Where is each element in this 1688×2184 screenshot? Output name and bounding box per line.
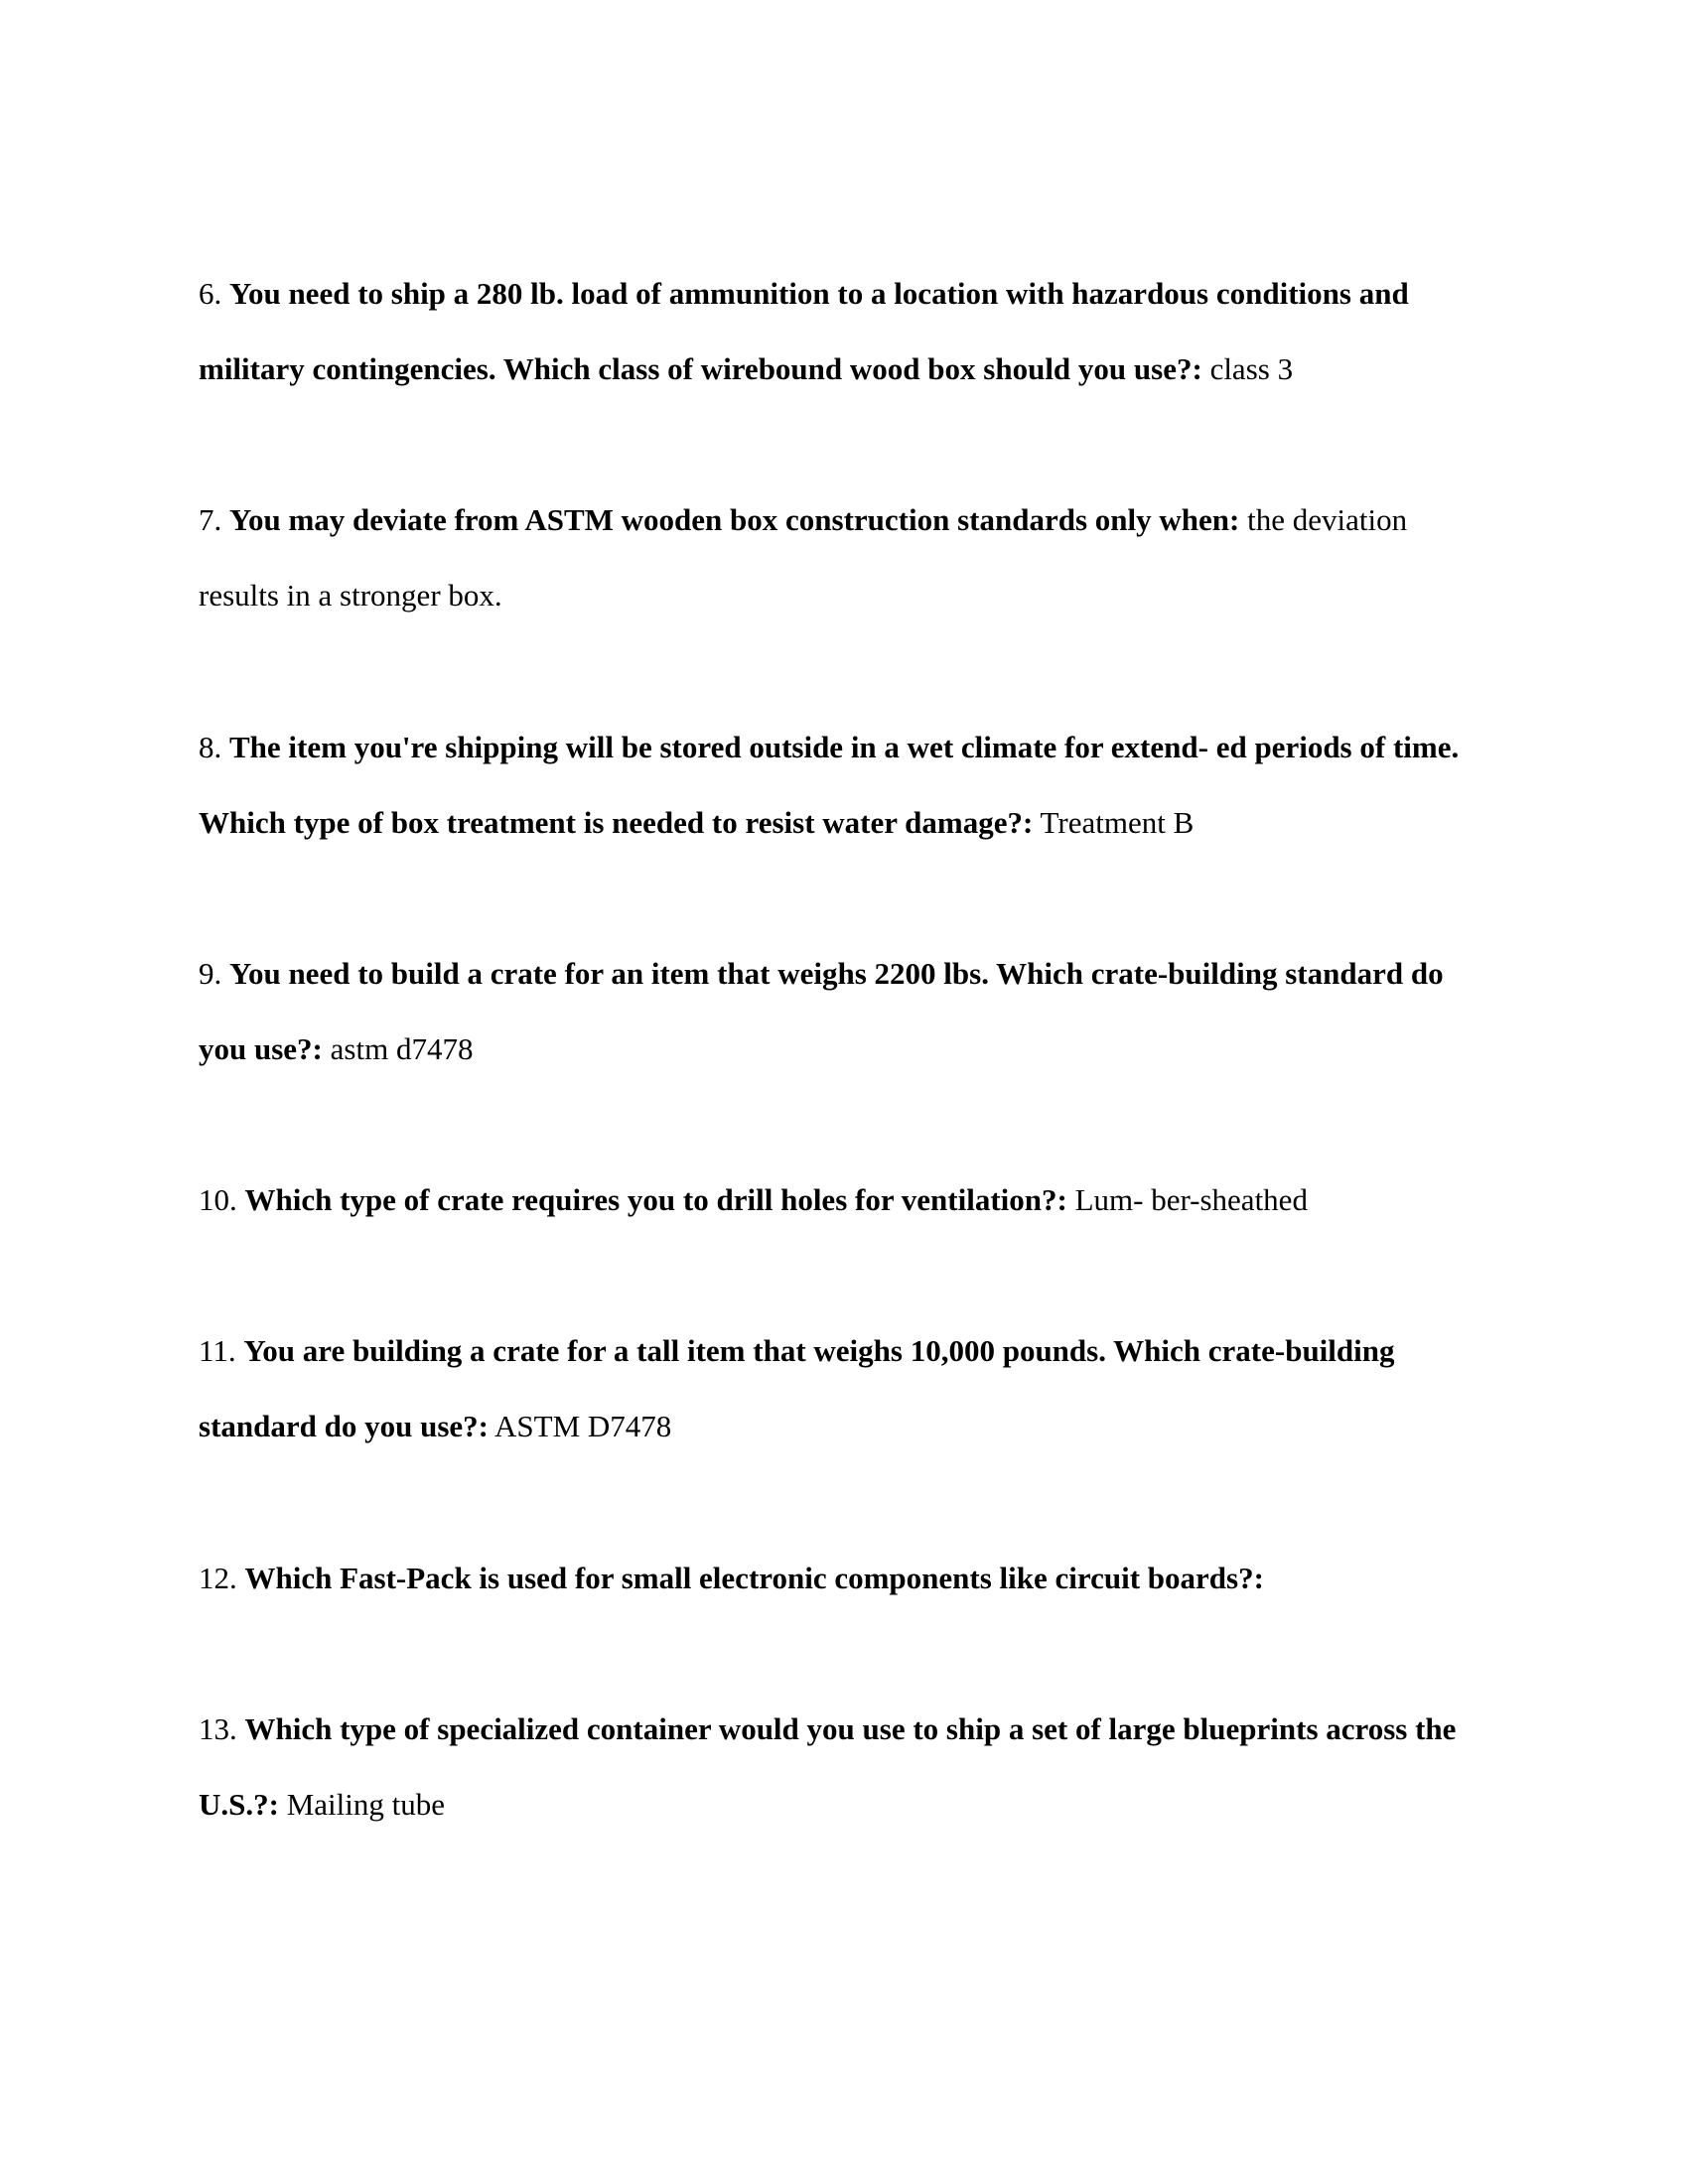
question-number: 13. [199,1711,237,1746]
question-number: 6. [199,276,222,311]
question-number: 10. [199,1182,237,1217]
question-text: You need to ship a 280 lb. load of ammunition to a location with hazardous conditions and military contingencies. Which class of wirebound wood box should you use?: [199,276,1409,386]
answer-text: astm d7478 [330,1031,474,1066]
question-text: You need to build a crate for an item that weighs 2200 lbs. Which crate-building standard do you use?: [199,956,1444,1066]
question-number: 9. [199,956,222,991]
question-item [199,936,1489,1087]
question-text: The item you're shipping will be stored outside in a wet climate for extend- ed periods of time. Which type of box treatment is needed to resist water damage?: [199,730,1460,840]
question-text: Which type of specialized container would you use to ship a set of large blueprints across the U.S.?: [199,1711,1457,1822]
question-number: 12. [199,1561,237,1595]
answer-text: Mailing tube [286,1787,445,1822]
question-item [199,1313,1489,1464]
question-item [199,256,1489,407]
question-item [199,1692,1489,1843]
question-text: You are building a crate for a tall item that weighs 10,000 pounds. Which crate-building standard do you use?: [199,1333,1395,1443]
question-item [199,710,1489,861]
answer-text: class 3 [1209,351,1294,386]
question-number: 7. [199,502,222,537]
answer-text: Treatment B [1040,805,1195,840]
question-item [199,1541,1489,1616]
question-number: 8. [199,730,222,764]
question-text: Which Fast-Pack is used for small electronic components like circuit boards?: [244,1561,1264,1595]
answer-text: the deviation results in a stronger box. [199,502,1408,613]
question-text: Which type of crate requires you to drill holes for ventilation?: [244,1182,1067,1217]
question-item [199,482,1489,633]
question-item [199,1162,1489,1238]
question-number: 11. [199,1333,236,1368]
question-text: You may deviate from ASTM wooden box construction standards only when: [229,502,1240,537]
answer-text: ASTM D7478 [494,1409,672,1443]
answer-text: Lum- ber-sheathed [1074,1182,1308,1217]
